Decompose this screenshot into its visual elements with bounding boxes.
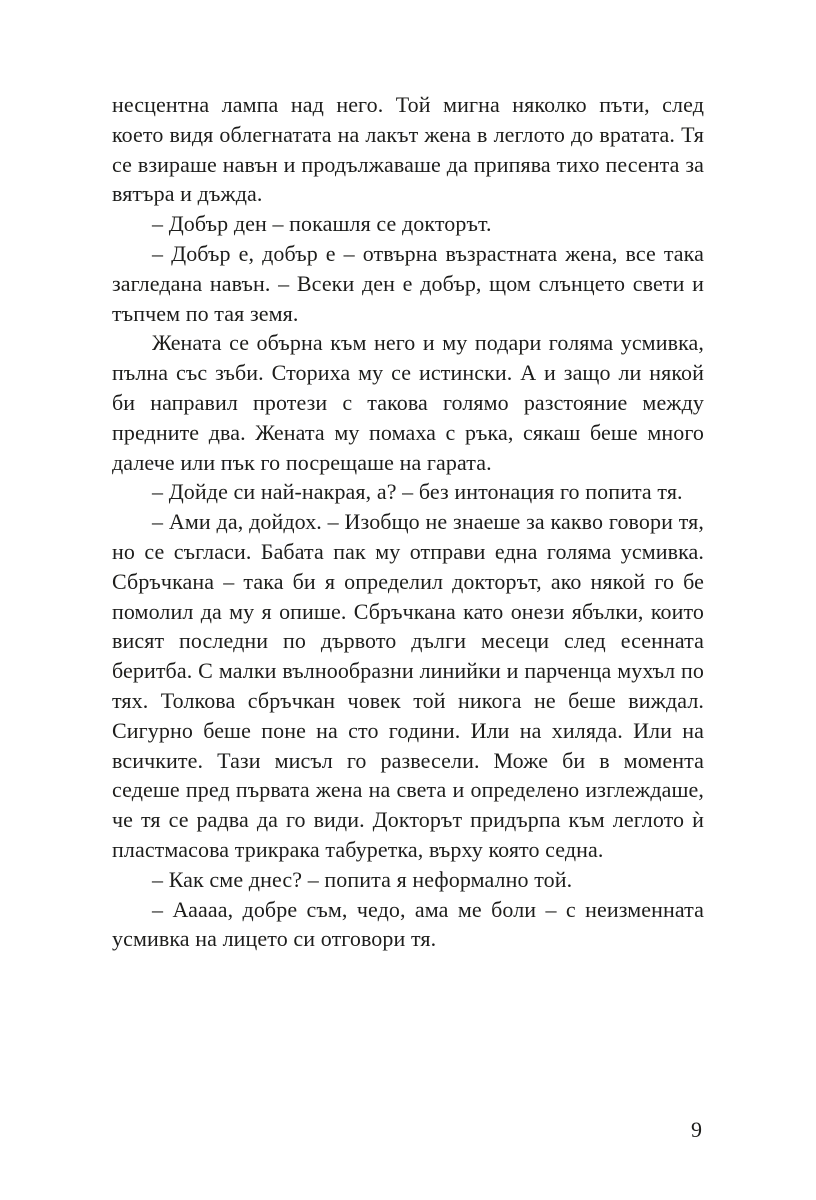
text-block	[112, 90, 704, 954]
paragraph-dialogue: – Добър е, добър е – отвърна възрастната жена, все така загледана навън. – Всеки ден е добър, щом слънцето свети и тъпчем по тая земя.	[112, 240, 704, 326]
paragraph: – Ами да, дойдох. – Изобщо не знаеше за какво говори тя, но се съгласи. Бабата пак му отправи една голяма усмивка. Сбръчкана – така би я определил докторът, ако някой го бе помолил да му я опише. Сбръчкана като онези ябълки, които висят последни по дървото дълги месеци след есенната беритба. С малки вълнообразни линийки и парченца мухъл по тях. Толкова сбръчкан човек той никога не беше виждал. Сигурно беше поне на сто години. Или на хиляда. Или на всичките. Тази мисъл го развесели. Може би в момента седеше пред първата жена на света и определено изглеждаше, че тя се радва да го види. Докторът придърпа към леглото ѝ пластмасова трикрака табуретка, върху която седна.	[112, 509, 704, 862]
paragraph-dialogue: – Ааааа, добре съм, чедо, ама ме боли – с неизменната усмивка на лицето си отговори тя.	[112, 896, 704, 952]
paragraph-dialogue: – Как сме днес? – попита я неформално той.	[152, 866, 573, 892]
paragraph: несцентна лампа над него. Той мигна няколко пъти, след което видя облегнатата на лакът жена в леглото до вратата. Тя се взираше навън и продължаваше да припява тихо песента за вятъра и дъжда.	[112, 92, 704, 207]
paragraph-dialogue: – Дойде си най-накрая, а? – без интонация го попита тя.	[152, 479, 683, 505]
paragraph: Жената се обърна към него и му подари голяма усмивка, пълна със зъби. Сториха му се истински. А и защо ли някой би направил протези с такова голямо разстояние между предните два. Жената му помаха с ръка, сякаш беше много далече или пък го посрещаше на гарата.	[112, 330, 704, 475]
paragraph-dialogue: – Добър ден – покашля се докторът.	[152, 211, 492, 237]
page-number: 9	[691, 1117, 702, 1142]
